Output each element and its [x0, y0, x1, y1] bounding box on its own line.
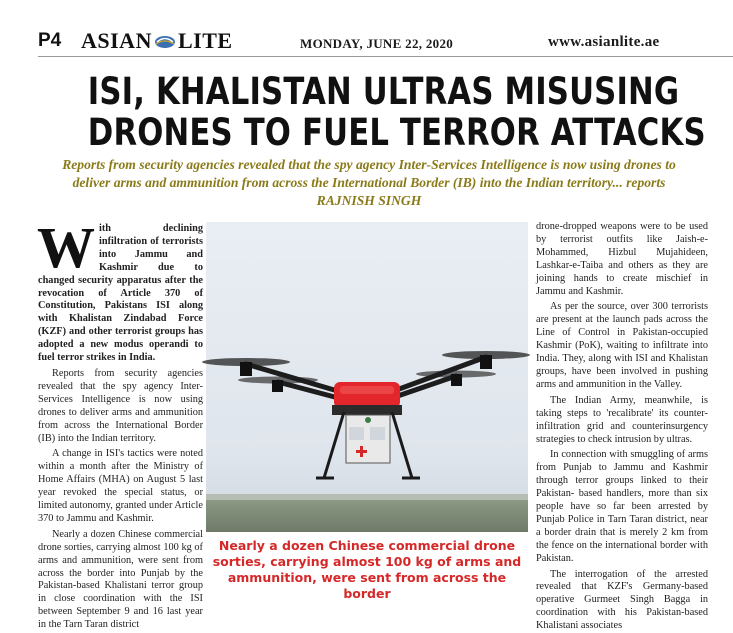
drop-cap: W [37, 215, 95, 280]
page-number: P4 [38, 30, 62, 51]
newspaper-logo [81, 28, 233, 54]
body-paragraph: In connection with smuggling of arms from Punjab to Jammu and Kashmir through terror groups linked to their Pakistan- based handlers, more than six people have so far been arrested by Punjab Police in Tarn Taran district, near a border drain that is merely 2 km from the fence on the international border with Pakistan. [536, 449, 708, 564]
article-column-3 [536, 221, 708, 632]
masthead-divider [38, 56, 733, 57]
logo-text-asian: ASIAN [81, 28, 152, 53]
body-paragraph: Reports from security agencies revealed that the spy agency Inter-Services Intelligence is now using drones to deliver arms and ammunition from across the International Border (IB) into the Indian territory. [38, 367, 203, 444]
body-paragraph: The interrogation of the arrested revealed that KZF's Germany-based operative Gurmeet Singh Bagga in coordination with his Pakistan-based Khalistani associates [536, 568, 708, 632]
masthead [0, 0, 733, 60]
logo-text-lite: LITE [177, 28, 233, 53]
drone-photo [206, 222, 528, 532]
body-paragraph: A change in ISI's tactics were noted within a month after the Ministry of Home Affairs (MHA) on August 5 last year revoked the special status, or limited autonomy, granted under Article 370 to Jammu and Kashmir. [38, 448, 203, 524]
standfirst: Reports from security agencies revealed that the spy agency Inter-Services Intelligence is now using drones to deliver arms and ammunition from across the International Border (IB) into the Indian territory... reports RAJNISH SINGH [62, 157, 676, 208]
headline [87, 70, 706, 154]
logo-emblem-icon [153, 33, 177, 49]
body-paragraph: drone-dropped weapons were to be used by terrorist outfits like Jaish-e-Mohammed, Hizbul Mujahideen, Lashkar-e-Taiba and others as they are joining hands to create mischief in Jammu and Kashmir. [536, 221, 708, 297]
lead-text: ith declining infiltration of terrorists into Jammu and Kashmir due to changed security apparatus after the revocation of Article 370 of Constitution, Pakistans ISI along with Khalistan Zindabad Force (KZF) and other terrorist groups has adopted a new modus operandi to fuel terror strikes in India. [38, 223, 203, 364]
body-paragraph: Nearly a dozen Chinese commercial drone sorties, carrying almost 100 kg of arms and ammunition, were sent from across the border into Punjab by the Pakistan-based Khalistani terror group in close coordination with the ISI between September 9 and 16 last year in the Tarn Taran district [38, 528, 203, 631]
photo-caption: Nearly a dozen Chinese commercial drone sorties, carrying almost 100 kg of arms and ammunition, were sent from across the border [212, 538, 522, 601]
article-column-1 [37, 215, 203, 631]
body-paragraph: The Indian Army, meanwhile, is taking steps to 'recalibrate' its counter-infiltration grid and counterinsurgency strategies to check intrusion by ultras. [536, 394, 708, 445]
lead-paragraph [37, 215, 203, 365]
body-paragraph: As per the source, over 300 terrorists are present at the launch pads across the Line of Control in Pakistan-occupied Kashmir (PoK), waiting to infiltrate into India. They, along with ISI and Khalistan groups, have been involved in pushing arms and ammunition in the Valley. [536, 301, 708, 390]
website-url[interactable]: www.asianlite.ae [548, 34, 660, 50]
drone-illustration [206, 222, 528, 532]
headline-line-1: ISI, KHALISTAN ULTRAS MISUSING [87, 70, 680, 113]
headline-line-2: DRONES TO FUEL TERROR ATTACKS [87, 111, 706, 154]
issue-date: MONDAY, JUNE 22, 2020 [300, 36, 454, 51]
